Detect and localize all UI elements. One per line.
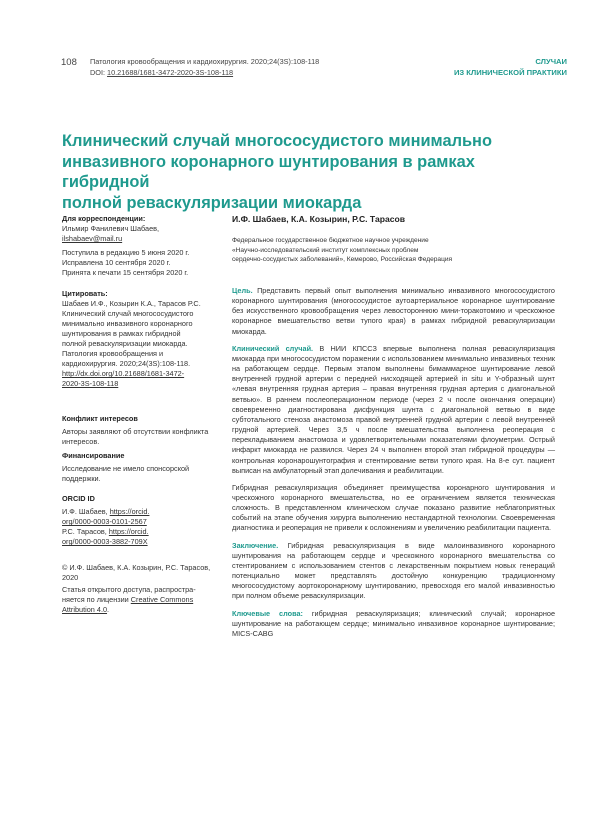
orcid-link[interactable]: https://orcid.	[109, 507, 150, 517]
citation-line: шунтирования в рамках гибридной	[62, 328, 181, 338]
title-line: Клинический случай многососудистого минимально	[62, 132, 492, 150]
title-line: инвазивного коронарного шунтирования в рамках гибридной	[62, 152, 475, 191]
conclusion-label: Заключение.	[232, 540, 279, 550]
license-text: Статья открытого доступа, распростра-	[62, 584, 196, 594]
journal-line: Патология кровообращения и кардиохирургия. 2020;24(3S):108-118	[90, 57, 320, 66]
license-link[interactable]: Creative Commons	[130, 594, 194, 604]
conclusion-text: Гибридная реваскуляризация в виде малоинвазивного коронарного шунтирования на работающем сердце и чрескожного коронарного вмешательства со стентированием с использованием стентов с лекарственным покрытием новых генераций потенциально может представлять достойную конкуренцию традиционному многососудистому аортокоронарному шунтированию, превосходя его малой инвазивностью при полном объеме реваскуляризации.	[232, 540, 555, 601]
title-line: полной реваскуляризации миокарда	[62, 193, 362, 212]
orcid-author: Р.С. Тарасов,	[62, 527, 109, 537]
correspondence-email[interactable]: ilshabaev@mail.ru	[62, 234, 123, 244]
license-link[interactable]: Attribution 4.0	[62, 604, 108, 614]
copyright-line: © И.Ф. Шабаев, К.А. Козырин, Р.С. Тарасов,	[62, 562, 211, 572]
authors: И.Ф. Шабаев, К.А. Козырин, Р.С. Тарасов	[232, 214, 406, 224]
citation-doi-link[interactable]: http://dx.doi.org/10.21688/1681-3472-	[62, 369, 185, 379]
citation-line: полной реваскуляризации миокарда.	[62, 339, 188, 349]
conflict-text: Авторы заявляют об отсутствии конфликта	[62, 426, 209, 436]
orcid-link[interactable]: org/0000-0003-3882-709X	[62, 537, 148, 547]
affiliation-line: Федеральное государственное бюджетное научное учреждение	[232, 237, 429, 244]
conflict-text: интересов.	[62, 436, 100, 446]
affiliation-line: «Научно-исследовательский институт комплексных проблем	[232, 246, 419, 254]
citation-line: кардиохирургия. 2020;24(3S):108-118.	[62, 359, 191, 369]
accepted-date: Принята к печати 15 сентября 2020 г.	[62, 268, 189, 278]
citation-label: Цитировать:	[62, 288, 108, 298]
received-date: Поступила в редакцию 5 июня 2020 г.	[62, 248, 190, 258]
funding-text: Исследование не имело спонсорской	[62, 463, 190, 473]
citation-doi-link[interactable]: 2020-3S-108-118	[62, 379, 119, 389]
doi-label: DOI:	[90, 67, 108, 77]
orcid-link[interactable]: https://orcid.	[108, 527, 149, 537]
abstract	[232, 286, 555, 639]
conflict-label: Конфликт интересов	[62, 413, 138, 423]
section-tag-line1: СЛУЧАИ	[535, 57, 567, 66]
orcid-entry	[62, 527, 222, 537]
orcid-entry	[62, 507, 222, 517]
citation-line: Клинический случай многососудистого	[62, 308, 194, 318]
orcid-link[interactable]: org/0000-0003-0101-2567	[62, 517, 147, 527]
case-text: В НИИ КПССЗ впервые выполнена полная реваскуляризация миокарда при многососудистом поражении с использованием минимально инвазивных техник на работающем сердце. Первым этапом выполнены бимаммарное шунтирование левой внутренней грудной артерии с передней нисходящей артерией in situ и Y-образный шунт «левая внутренняя грудная артерия – правая внутренняя грудная артерия с диагональной ветвью». В раннем послеоперационном периоде (через 2 ч после окончания операции) своевременно диагностирована дисфункция шунта с диагональной ветвью в виде субтотального стеноза анастомоза правой внутренней грудной артерии с левой внутренней грудной артерией. Через 3,5 ч после вмешательства выполнена реоперация с перекладыванием анастомоза и удовлетворительными показателями флоуметрии. Острый инфаркт миокарда не развился. Через 24 ч выполнен второй этап гибридной процедуры — контрольная коронарошунтография и стентирование ветви тупого края. На 8-е сут. пациент выписан на амбулаторный этап долечивания и реабилитации.	[232, 343, 555, 475]
page-number: 108	[61, 57, 77, 68]
funding-text: поддержки.	[62, 473, 101, 483]
affiliation	[232, 236, 550, 265]
citation-line: Патология кровообращения и	[62, 349, 164, 359]
license-text	[62, 595, 222, 605]
correspondence-name: Ильмир Фанилевич Шабаев,	[62, 224, 160, 234]
aim-label: Цель.	[232, 286, 253, 295]
license-prefix: няется по лицензии	[62, 594, 131, 604]
funding-label: Финансирование	[62, 450, 125, 460]
case-label: Клинический случай.	[232, 343, 314, 353]
abstract-aim	[232, 286, 555, 337]
citation-line: минимально инвазивного коронарного	[62, 318, 193, 328]
sidebar-info	[62, 214, 222, 615]
affiliation-line: сердечно-сосудистых заболеваний», Кемерово, Российская Федерация	[232, 256, 453, 264]
abstract-case	[232, 344, 555, 476]
copyright-year: 2020	[62, 572, 79, 582]
article-title	[62, 131, 562, 213]
orcid-author: И.Ф. Шабаев,	[62, 507, 110, 517]
section-tag	[454, 57, 567, 78]
doi-line	[90, 68, 319, 79]
abstract-keywords	[232, 609, 555, 639]
citation-line: Шабаев И.Ф., Козырин К.А., Тарасов Р.С.	[62, 298, 201, 308]
keywords-text: гибридная реваскуляризация; клинический случай; коронарное шунтирование на работающем сердце; минимально инвазивное коронарное шунтирование; MICS-CABG	[232, 608, 555, 638]
revised-date: Исправлена 10 сентября 2020 г.	[62, 258, 171, 268]
doi-link[interactable]: 10.21688/1681-3472-2020-3S-108-118	[107, 67, 234, 77]
license-end: .	[107, 604, 110, 614]
aim-text: Представить первый опыт выполнения минимально инвазивного многососудистого коронарного шунтирования (многососудистое аутоартериальное коронарное шунтирование без искусственного кровообращения через левостороннюю мини-торакотомию и чрескожное коронарное вмешательство ветви тупого края) в рамках гибридной реваскуляризации миокарда.	[232, 286, 555, 336]
correspondence-label: Для корреспонденции:	[62, 214, 146, 223]
abstract-discussion: Гибридная реваскуляризация объединяет преимущества коронарного шунтирования и чрескожного коронарного вмешательства, но ее ограничением является техническая сложность. В представленном клиническом случае показано развитие неблагоприятных событий на этапе обучения хирурга выполнению нестандартной технологии. Своевременная диагностика и реоперация не привели к осложнениям и увеличению реабилитации пациента.	[232, 482, 555, 533]
section-tag-line2: ИЗ КЛИНИЧЕСКОЙ ПРАКТИКИ	[453, 67, 567, 77]
orcid-label: ORCID ID	[62, 494, 95, 504]
journal-header	[90, 57, 319, 78]
keywords-label: Ключевые слова:	[232, 608, 303, 618]
abstract-conclusion	[232, 541, 555, 602]
